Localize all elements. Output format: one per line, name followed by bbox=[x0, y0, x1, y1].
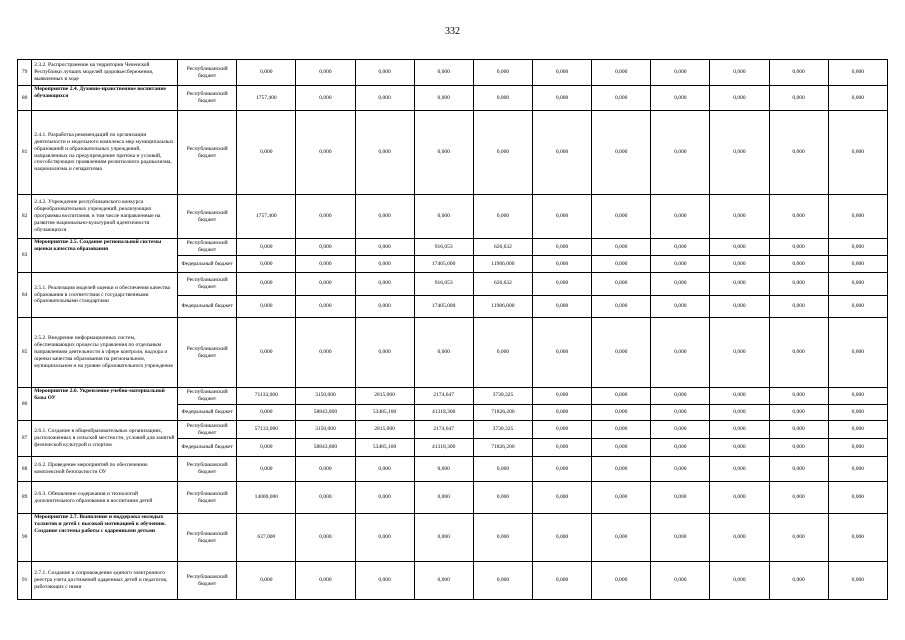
amount-cell: 0,000 bbox=[592, 273, 651, 296]
amount-cell: 0,000 bbox=[592, 514, 651, 562]
amount-cell: 11906,000 bbox=[473, 256, 532, 273]
amount-cell: 0,000 bbox=[237, 273, 296, 296]
row-description: 2.5.2. Внедрение информационных систем, обеспечивающих процессы управления по отдельным направлениям деятельности в сфере контроля, надзора и оценки качества образования на региональном, муниципальном и на уровне образовательного учреждения bbox=[32, 318, 178, 388]
amount-cell: 0,000 bbox=[710, 421, 769, 439]
amount-cell: 0,000 bbox=[473, 195, 532, 239]
row-description: 2.6.1. Создание в общеобразовательных организациях, расположенных в сельской местности, условий для занятий физической культурой и спортом bbox=[32, 421, 178, 457]
amount-cell: 0,000 bbox=[651, 482, 710, 514]
amount-cell: 0,000 bbox=[355, 295, 414, 318]
funding-source: Республиканский бюджет bbox=[178, 562, 237, 600]
amount-cell: 41318,300 bbox=[414, 439, 473, 457]
row-description: 2.7.1. Создание и сопровождение единого электронного реестра учета достижений одаренных детей и педагогов, работающих с ними bbox=[32, 562, 178, 600]
amount-cell: 0,000 bbox=[473, 562, 532, 600]
amount-cell: 0,000 bbox=[710, 60, 769, 86]
amount-cell: 0,000 bbox=[355, 239, 414, 256]
amount-cell: 0,000 bbox=[710, 514, 769, 562]
funding-source: Республиканский бюджет bbox=[178, 86, 237, 111]
amount-cell: 0,000 bbox=[296, 562, 355, 600]
table-row bbox=[18, 457, 888, 482]
amount-cell: 2815,000 bbox=[355, 388, 414, 405]
amount-cell: 0,000 bbox=[355, 60, 414, 86]
amount-cell: 3150,000 bbox=[296, 388, 355, 405]
amount-cell: 0,000 bbox=[532, 421, 591, 439]
amount-cell: 0,000 bbox=[592, 457, 651, 482]
amount-cell: 0,000 bbox=[592, 295, 651, 318]
amount-cell: 0,000 bbox=[592, 388, 651, 405]
amount-cell: 0,000 bbox=[473, 86, 532, 111]
amount-cell: 0,000 bbox=[710, 482, 769, 514]
amount-cell: 0,000 bbox=[355, 562, 414, 600]
amount-cell: 0,000 bbox=[414, 482, 473, 514]
row-number: 82 bbox=[18, 195, 32, 239]
row-number: 81 bbox=[18, 111, 32, 195]
amount-cell: 0,000 bbox=[651, 60, 710, 86]
amount-cell: 0,000 bbox=[828, 318, 887, 388]
amount-cell: 0,000 bbox=[237, 239, 296, 256]
amount-cell: 0,000 bbox=[592, 482, 651, 514]
amount-cell: 0,000 bbox=[828, 273, 887, 296]
amount-cell: 0,000 bbox=[237, 60, 296, 86]
amount-cell: 0,000 bbox=[296, 86, 355, 111]
amount-cell: 1757,400 bbox=[237, 86, 296, 111]
amount-cell: 0,000 bbox=[769, 60, 828, 86]
funding-source: Федеральный бюджет bbox=[178, 256, 237, 273]
amount-cell: 1757,400 bbox=[237, 195, 296, 239]
amount-cell: 0,000 bbox=[769, 239, 828, 256]
amount-cell: 0,000 bbox=[473, 111, 532, 195]
funding-source: Республиканский бюджет bbox=[178, 60, 237, 86]
funding-source: Федеральный бюджет bbox=[178, 295, 237, 318]
amount-cell: 0,000 bbox=[296, 273, 355, 296]
amount-cell: 0,000 bbox=[355, 273, 414, 296]
amount-cell: 0,000 bbox=[710, 457, 769, 482]
table-row bbox=[18, 239, 888, 256]
funding-source: Республиканский бюджет bbox=[178, 457, 237, 482]
amount-cell: 0,000 bbox=[651, 562, 710, 600]
row-number: 89 bbox=[18, 482, 32, 514]
row-number: 90 bbox=[18, 514, 32, 562]
amount-cell: 0,000 bbox=[532, 388, 591, 405]
amount-cell: 0,000 bbox=[592, 421, 651, 439]
amount-cell: 0,000 bbox=[532, 273, 591, 296]
amount-cell: 916,053 bbox=[414, 273, 473, 296]
row-description: 2.3.2. Распространение на территории Чеченской Республики лучших моделей здоровьесбережения, выявленных в ходе bbox=[32, 60, 178, 86]
amount-cell: 2174,647 bbox=[414, 388, 473, 405]
row-description: Мероприятие 2.7. Выявление и поддержка молодых талантов и детей с высокой мотивацией к обучению. Создание системы работы с одаренными детьми bbox=[32, 514, 178, 562]
funding-source: Федеральный бюджет bbox=[178, 404, 237, 421]
amount-cell: 0,000 bbox=[710, 111, 769, 195]
amount-cell: 0,000 bbox=[355, 514, 414, 562]
amount-cell: 0,000 bbox=[769, 514, 828, 562]
amount-cell: 0,000 bbox=[710, 295, 769, 318]
amount-cell: 0,000 bbox=[828, 404, 887, 421]
table-body bbox=[18, 60, 888, 600]
amount-cell: 0,000 bbox=[710, 318, 769, 388]
amount-cell: 0,000 bbox=[414, 111, 473, 195]
row-description: Мероприятие 2.4. Духовно-нравственное воспитание обучающихся bbox=[32, 86, 178, 111]
amount-cell: 2815,000 bbox=[355, 421, 414, 439]
amount-cell: 0,000 bbox=[532, 295, 591, 318]
amount-cell: 0,000 bbox=[651, 273, 710, 296]
amount-cell: 0,000 bbox=[769, 318, 828, 388]
funding-source: Республиканский бюджет bbox=[178, 482, 237, 514]
amount-cell: 626,632 bbox=[473, 239, 532, 256]
table-row bbox=[18, 273, 888, 296]
amount-cell: 0,000 bbox=[828, 421, 887, 439]
amount-cell: 0,000 bbox=[296, 239, 355, 256]
amount-cell: 0,000 bbox=[532, 514, 591, 562]
amount-cell: 0,000 bbox=[473, 318, 532, 388]
row-description: 2.6.2. Проведение мероприятий по обеспечению комплексной безопасности ОУ bbox=[32, 457, 178, 482]
amount-cell: 0,000 bbox=[532, 318, 591, 388]
amount-cell: 0,000 bbox=[296, 195, 355, 239]
row-description: 2.5.1. Реализация моделей оценки и обеспечения качества образования в соответствии с государственными образовательными стандартами bbox=[32, 273, 178, 318]
amount-cell: 0,000 bbox=[473, 457, 532, 482]
amount-cell: 0,000 bbox=[828, 514, 887, 562]
amount-cell: 71133,000 bbox=[237, 388, 296, 405]
funding-source: Республиканский бюджет bbox=[178, 421, 237, 439]
amount-cell: 0,000 bbox=[532, 195, 591, 239]
amount-cell: 0,000 bbox=[710, 562, 769, 600]
amount-cell: 0,000 bbox=[592, 86, 651, 111]
amount-cell: 2174,647 bbox=[414, 421, 473, 439]
funding-source: Республиканский бюджет bbox=[178, 514, 237, 562]
amount-cell: 0,000 bbox=[532, 86, 591, 111]
funding-source: Республиканский бюджет bbox=[178, 273, 237, 296]
table-row bbox=[18, 421, 888, 439]
amount-cell: 0,000 bbox=[532, 482, 591, 514]
table-row bbox=[18, 195, 888, 239]
amount-cell: 0,000 bbox=[828, 86, 887, 111]
amount-cell: 0,000 bbox=[651, 457, 710, 482]
amount-cell: 0,000 bbox=[769, 111, 828, 195]
amount-cell: 0,000 bbox=[532, 256, 591, 273]
amount-cell: 0,000 bbox=[592, 195, 651, 239]
row-description: 2.6.3. Обновление содержания и технологий дополнительного образования и воспитания детей bbox=[32, 482, 178, 514]
amount-cell: 0,000 bbox=[651, 404, 710, 421]
funding-source: Федеральный бюджет bbox=[178, 439, 237, 457]
amount-cell: 11906,000 bbox=[473, 295, 532, 318]
amount-cell: 0,000 bbox=[414, 318, 473, 388]
amount-cell: 0,000 bbox=[828, 239, 887, 256]
amount-cell: 0,000 bbox=[651, 111, 710, 195]
amount-cell: 0,000 bbox=[769, 256, 828, 273]
amount-cell: 0,000 bbox=[769, 195, 828, 239]
amount-cell: 916,053 bbox=[414, 239, 473, 256]
amount-cell: 3730,325 bbox=[473, 388, 532, 405]
amount-cell: 0,000 bbox=[769, 562, 828, 600]
amount-cell: 0,000 bbox=[355, 318, 414, 388]
amount-cell: 0,000 bbox=[710, 404, 769, 421]
row-number: 80 bbox=[18, 86, 32, 111]
amount-cell: 0,000 bbox=[532, 457, 591, 482]
row-description: 2.4.2. Учреждение республиканского конкурса общеобразовательных учреждений, реализующих программы воспитания, в том числе направленные на развитие национально-культурной идентичности обучающихся bbox=[32, 195, 178, 239]
row-number: 91 bbox=[18, 562, 32, 600]
amount-cell: 0,000 bbox=[651, 195, 710, 239]
row-description: Мероприятие 2.6. Укрепление учебно-материальной базы ОУ bbox=[32, 388, 178, 421]
amount-cell: 0,000 bbox=[710, 256, 769, 273]
amount-cell: 0,000 bbox=[710, 239, 769, 256]
amount-cell: 0,000 bbox=[237, 111, 296, 195]
amount-cell: 0,000 bbox=[828, 60, 887, 86]
amount-cell: 0,000 bbox=[532, 404, 591, 421]
amount-cell: 0,000 bbox=[237, 318, 296, 388]
row-number: 86 bbox=[18, 388, 32, 421]
amount-cell: 0,000 bbox=[828, 457, 887, 482]
amount-cell: 57133,000 bbox=[237, 421, 296, 439]
amount-cell: 0,000 bbox=[769, 421, 828, 439]
amount-cell: 637,000 bbox=[237, 514, 296, 562]
funding-source: Республиканский бюджет bbox=[178, 111, 237, 195]
row-number: 79 bbox=[18, 60, 32, 86]
amount-cell: 626,632 bbox=[473, 273, 532, 296]
amount-cell: 0,000 bbox=[355, 111, 414, 195]
amount-cell: 0,000 bbox=[592, 439, 651, 457]
amount-cell: 0,000 bbox=[828, 111, 887, 195]
amount-cell: 0,000 bbox=[828, 195, 887, 239]
table-row bbox=[18, 562, 888, 600]
funding-source: Республиканский бюджет bbox=[178, 195, 237, 239]
amount-cell: 0,000 bbox=[651, 239, 710, 256]
amount-cell: 0,000 bbox=[769, 86, 828, 111]
amount-cell: 0,000 bbox=[237, 457, 296, 482]
amount-cell: 0,000 bbox=[296, 457, 355, 482]
amount-cell: 0,000 bbox=[769, 388, 828, 405]
amount-cell: 0,000 bbox=[769, 295, 828, 318]
amount-cell: 0,000 bbox=[532, 439, 591, 457]
budget-table bbox=[17, 59, 888, 600]
amount-cell: 0,000 bbox=[296, 295, 355, 318]
amount-cell: 0,000 bbox=[296, 111, 355, 195]
amount-cell: 0,000 bbox=[414, 562, 473, 600]
amount-cell: 0,000 bbox=[414, 60, 473, 86]
amount-cell: 58843,800 bbox=[296, 404, 355, 421]
table-row bbox=[18, 482, 888, 514]
funding-source: Республиканский бюджет bbox=[178, 388, 237, 405]
amount-cell: 0,000 bbox=[355, 482, 414, 514]
amount-cell: 0,000 bbox=[296, 482, 355, 514]
amount-cell: 0,000 bbox=[237, 256, 296, 273]
amount-cell: 0,000 bbox=[473, 514, 532, 562]
amount-cell: 0,000 bbox=[769, 273, 828, 296]
amount-cell: 0,000 bbox=[592, 111, 651, 195]
amount-cell: 41318,300 bbox=[414, 404, 473, 421]
amount-cell: 0,000 bbox=[355, 256, 414, 273]
amount-cell: 0,000 bbox=[592, 256, 651, 273]
table-row bbox=[18, 318, 888, 388]
amount-cell: 0,000 bbox=[828, 482, 887, 514]
amount-cell: 0,000 bbox=[237, 562, 296, 600]
row-number: 87 bbox=[18, 421, 32, 457]
amount-cell: 17405,000 bbox=[414, 295, 473, 318]
amount-cell: 0,000 bbox=[828, 562, 887, 600]
amount-cell: 0,000 bbox=[769, 457, 828, 482]
amount-cell: 0,000 bbox=[651, 256, 710, 273]
amount-cell: 0,000 bbox=[769, 404, 828, 421]
amount-cell: 0,000 bbox=[414, 86, 473, 111]
amount-cell: 0,000 bbox=[355, 457, 414, 482]
amount-cell: 0,000 bbox=[710, 273, 769, 296]
table-row bbox=[18, 86, 888, 111]
row-description: Мероприятие 2.5. Создание региональной системы оценки качества образования bbox=[32, 239, 178, 273]
amount-cell: 0,000 bbox=[355, 195, 414, 239]
amount-cell: 0,000 bbox=[532, 562, 591, 600]
table-row bbox=[18, 514, 888, 562]
amount-cell: 0,000 bbox=[532, 239, 591, 256]
amount-cell: 0,000 bbox=[592, 239, 651, 256]
table-row bbox=[18, 111, 888, 195]
table-row bbox=[18, 388, 888, 405]
amount-cell: 58843,800 bbox=[296, 439, 355, 457]
amount-cell: 0,000 bbox=[532, 111, 591, 195]
funding-source: Республиканский бюджет bbox=[178, 239, 237, 256]
amount-cell: 0,000 bbox=[769, 439, 828, 457]
amount-cell: 0,000 bbox=[651, 318, 710, 388]
amount-cell: 0,000 bbox=[592, 60, 651, 86]
table-row bbox=[18, 60, 888, 86]
amount-cell: 0,000 bbox=[769, 482, 828, 514]
amount-cell: 0,000 bbox=[710, 195, 769, 239]
amount-cell: 53485,100 bbox=[355, 404, 414, 421]
amount-cell: 0,000 bbox=[828, 256, 887, 273]
amount-cell: 0,000 bbox=[592, 562, 651, 600]
amount-cell: 0,000 bbox=[473, 60, 532, 86]
amount-cell: 0,000 bbox=[651, 295, 710, 318]
amount-cell: 0,000 bbox=[828, 295, 887, 318]
amount-cell: 0,000 bbox=[414, 195, 473, 239]
amount-cell: 0,000 bbox=[296, 514, 355, 562]
amount-cell: 0,000 bbox=[651, 388, 710, 405]
amount-cell: 3150,000 bbox=[296, 421, 355, 439]
amount-cell: 0,000 bbox=[828, 388, 887, 405]
amount-cell: 0,000 bbox=[651, 439, 710, 457]
row-number: 88 bbox=[18, 457, 32, 482]
amount-cell: 53485,100 bbox=[355, 439, 414, 457]
row-number: 85 bbox=[18, 318, 32, 388]
row-number: 83 bbox=[18, 239, 32, 273]
amount-cell: 14000,000 bbox=[237, 482, 296, 514]
amount-cell: 0,000 bbox=[710, 388, 769, 405]
page-number: 332 bbox=[445, 26, 460, 37]
funding-source: Республиканский бюджет bbox=[178, 318, 237, 388]
amount-cell: 0,000 bbox=[237, 439, 296, 457]
amount-cell: 71826,200 bbox=[473, 404, 532, 421]
amount-cell: 71826,200 bbox=[473, 439, 532, 457]
amount-cell: 0,000 bbox=[592, 404, 651, 421]
amount-cell: 0,000 bbox=[237, 295, 296, 318]
amount-cell: 0,000 bbox=[651, 421, 710, 439]
amount-cell: 17405,000 bbox=[414, 256, 473, 273]
amount-cell: 0,000 bbox=[592, 318, 651, 388]
amount-cell: 0,000 bbox=[710, 86, 769, 111]
amount-cell: 0,000 bbox=[828, 439, 887, 457]
row-description: 2.4.1. Разработка рекомендаций по организации деятельности и модельного комплекса мер муниципальных образований и образовательных учреждений, направленных на предупреждение притока и условий, способствующих проявлениям религиозного радикализма, национализма и сепаратизма bbox=[32, 111, 178, 195]
row-number: 84 bbox=[18, 273, 32, 318]
amount-cell: 3730,325 bbox=[473, 421, 532, 439]
amount-cell: 0,000 bbox=[414, 514, 473, 562]
amount-cell: 0,000 bbox=[532, 60, 591, 86]
amount-cell: 0,000 bbox=[355, 86, 414, 111]
amount-cell: 0,000 bbox=[296, 60, 355, 86]
amount-cell: 0,000 bbox=[296, 318, 355, 388]
amount-cell: 0,000 bbox=[414, 457, 473, 482]
amount-cell: 0,000 bbox=[473, 482, 532, 514]
amount-cell: 0,000 bbox=[710, 439, 769, 457]
amount-cell: 0,000 bbox=[237, 404, 296, 421]
amount-cell: 0,000 bbox=[296, 256, 355, 273]
amount-cell: 0,000 bbox=[651, 514, 710, 562]
amount-cell: 0,000 bbox=[651, 86, 710, 111]
